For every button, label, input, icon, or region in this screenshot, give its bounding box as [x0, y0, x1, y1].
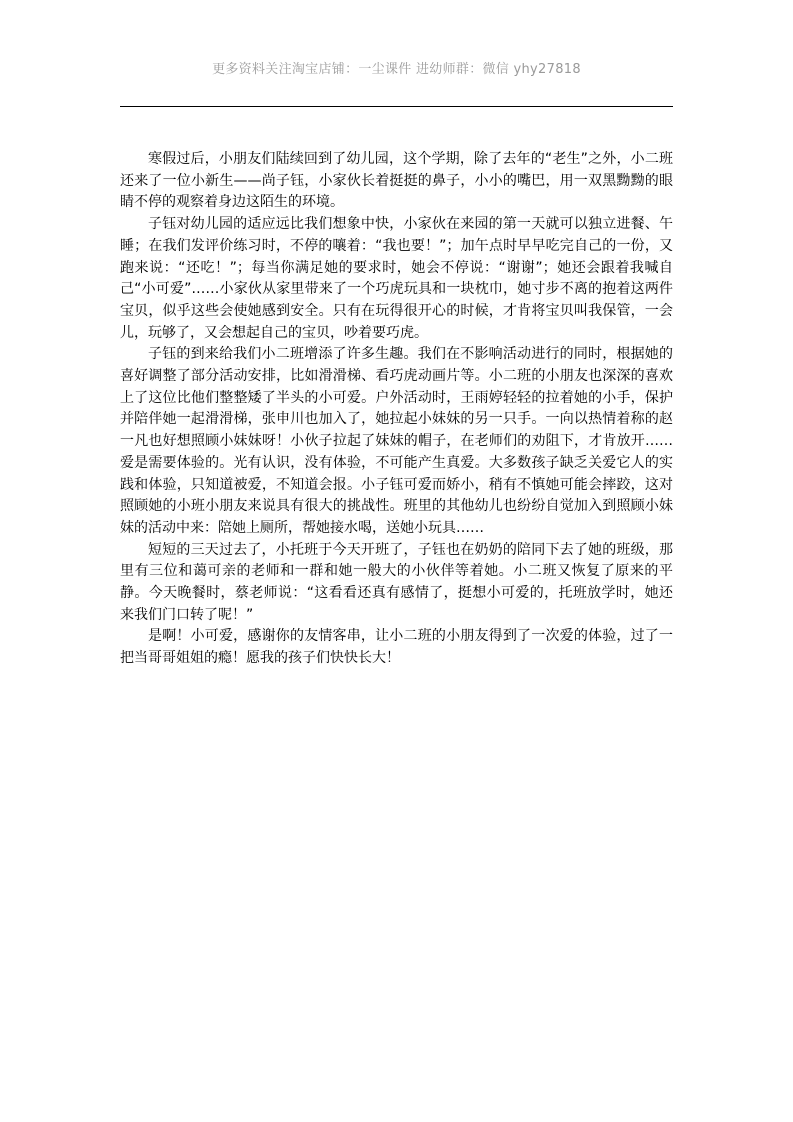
- paragraph-1: 寒假过后，小朋友们陆续回到了幼儿园，这个学期，除了去年的“老生”之外，小二班还来了一位小新生——尚子钰，小家伙长着挺挺的鼻子，小小的嘴巴，用一双黑黝黝的眼睛不停的观察着身边这陌生的环境。: [120, 151, 673, 211]
- paragraph-3: 子钰的到来给我们小二班增添了许多生趣。我们在不影响活动进行的同时，根据她的喜好调整了部分活动安排，比如滑滑梯、看巧虎动画片等。小二班的小朋友也深深的喜欢上了这位比他们整整矮了半头的小可爱。户外活动时，王雨婷轻轻的拉着她的小手，保护并陪伴她一起滑滑梯，张申川也加入了，她拉起小妹妹的另一只手。一向以热情着称的赵一凡也好想照顾小妹妹呀！小伙子拉起了妹妹的帽子，在老师们的劝阻下，才肯放开……爱是需要体验的。光有认识，没有体验，不可能产生真爱。大多数孩子缺乏关爱它人的实践和体验，只知道被爱，不知道会报。小子钰可爱而娇小，稍有不慎她可能会摔跤，这对照顾她的小班小朋友来说具有很大的挑战性。班里的其他幼儿也纷纷自觉加入到照顾小妹妹的活动中来：陪她上厕所，帮她接水喝，送她小玩具……: [120, 346, 673, 536]
- header-divider: [120, 106, 673, 107]
- paragraph-2: 子钰对幼儿园的适应远比我们想象中快，小家伙在来园的第一天就可以独立进餐、午睡；在我们发评价练习时，不停的嚷着：“我也要！”；加午点时早早吃完自己的一份，又跑来说：“还吃！”；每当你满足她的要求时，她会不停说：“谢谢”；她还会跟着我喊自己“小可爱”……小家伙从家里带来了一个巧虎玩具和一块枕巾，她寸步不离的抱着这两件宝贝，似乎这些会使她感到安全。只有在玩得很开心的时候，才肯将宝贝叫我保管，一会儿，玩够了，又会想起自己的宝贝，吵着要巧虎。: [120, 216, 673, 341]
- document-body: [120, 149, 673, 670]
- paragraph-5: 是啊！小可爱，感谢你的友情客串，让小二班的小朋友得到了一次爱的体验，过了一把当哥哥姐姐的瘾！愿我的孩子们快快长大！: [120, 628, 673, 667]
- page-header-watermark: 更多资料关注淘宝店铺：一尘课件 进幼师群：微信 yhy27818: [212, 62, 581, 77]
- paragraph-4: 短短的三天过去了，小托班于今天开班了，子钰也在奶奶的陪同下去了她的班级，那里有三位和蔼可亲的老师和一群和她一般大的小伙伴等着她。小二班又恢复了原来的平静。今天晚餐时，蔡老师说：“这看看还真有感情了，挺想小可爱的，托班放学时，她还来我们门口转了呢！”: [120, 541, 673, 623]
